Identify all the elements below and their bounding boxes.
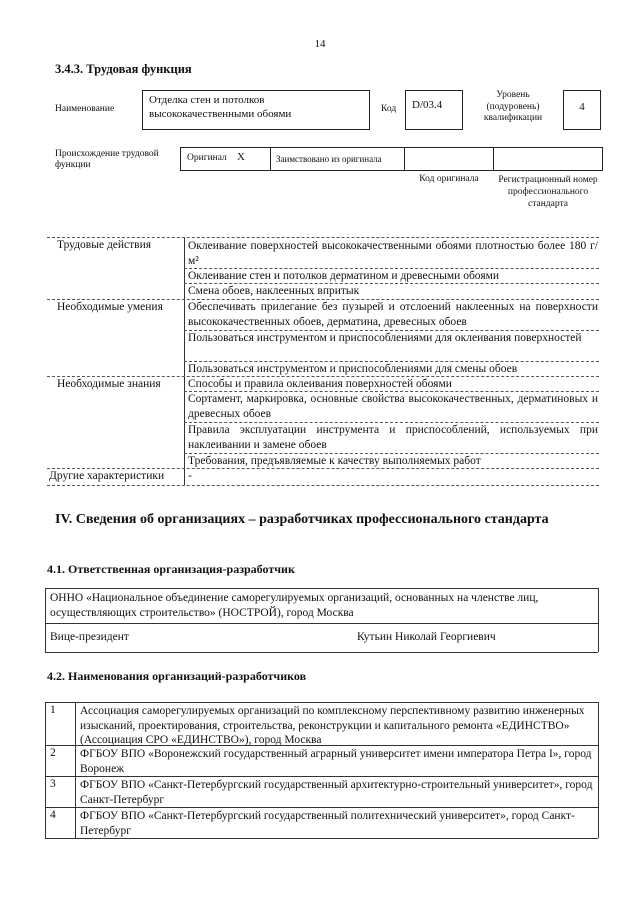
knowledge-item: Сортамент, маркировка, основные свойства высококачественных, дерматиновых и древесных обоев <box>188 393 598 420</box>
knowledge-label: Необходимые знания <box>57 378 161 390</box>
name-value-box <box>142 90 370 130</box>
responsible-org-name: ОННО «Национальное объединение саморегулируемых организаций, основанных на членстве лиц, осуществляющих строительство» (НОСТРОЙ), город Москва <box>50 592 539 619</box>
other-label: Другие характеристики <box>49 470 165 482</box>
borrowed-box <box>270 147 405 171</box>
code-value: D/03.4 <box>412 99 443 111</box>
knowledge-item: Способы и правила оклеивания поверхностей обоями <box>188 378 452 390</box>
table-line <box>75 702 76 838</box>
table-line <box>45 588 598 589</box>
table-line <box>45 652 598 653</box>
table-line <box>45 623 598 624</box>
responsible-person: Кутьин Николай Георгиевич <box>357 631 496 643</box>
code-label: Код <box>381 104 397 114</box>
table-line <box>45 588 46 652</box>
skill-item: Обеспечивать прилегание без пузырей и отслоений наклеенных на поверхности высококачественных обоев, дерматина, древесных обоев <box>188 301 598 328</box>
skills-label: Необходимые умения <box>57 301 163 313</box>
developer-name: ФГБОУ ВПО «Воронежский государственный аграрный университет имени императора Петра I», город Воронеж <box>80 748 592 775</box>
name-value: Отделка стен и потолков высококачественными обоями <box>149 94 292 120</box>
row-line <box>47 485 599 486</box>
original-box <box>180 147 271 171</box>
origin-label: Происхождение трудовой функции <box>55 149 159 170</box>
level-value: 4 <box>579 101 585 113</box>
developer-number: 2 <box>50 747 56 759</box>
name-label: Наименование <box>55 104 115 114</box>
table-line <box>598 702 599 838</box>
reg-number-box <box>493 147 603 171</box>
other-value: - <box>188 470 192 482</box>
actions-label: Трудовые действия <box>57 239 152 251</box>
action-item: Оклеивание стен и потолков дерматином и древесными обоями <box>188 270 500 282</box>
knowledge-item: Требования, предъявляемые к качеству выполняемых работ <box>188 455 481 467</box>
level-value-box <box>563 90 601 130</box>
section-41-heading: 4.1. Ответственная организация-разработчик <box>47 562 295 576</box>
skill-item: Пользоваться инструментом и приспособлениями для оклеивания поверхностей <box>188 332 582 344</box>
section-iv-heading: IV. Сведения об организациях – разработчиках профессионального стандарта <box>55 512 549 527</box>
developer-number: 4 <box>50 809 56 821</box>
original-mark: X <box>237 151 245 163</box>
developer-name: ФГБОУ ВПО «Санкт-Петербургский государственный политехнический университет», город Санкт-Петербург <box>80 810 575 837</box>
section-42-heading: 4.2. Наименования организаций-разработчиков <box>47 669 307 683</box>
borrowed-label: Заимствовано из оригинала <box>276 154 382 164</box>
developer-number: 3 <box>50 778 56 790</box>
action-item: Оклеивание поверхностей высококачественными обоями плотностью более 180 г/м² <box>188 240 598 267</box>
table-line <box>598 588 599 652</box>
code-caption: Код оригинала <box>419 174 479 184</box>
level-label: Уровень (подуровень) квалификации <box>483 90 543 123</box>
row-line <box>47 237 599 238</box>
developer-name: Ассоциация саморегулируемых организаций по комплексному перспективному развитию инженерных изысканий, проектирования, строительства, реконструкции и капитального ремонта «ЕДИНСТВО» (Ассоциация СРО «ЕДИНСТВО»), город Москва <box>80 705 585 747</box>
reg-caption: Регистрационный номер профессионального стандарта <box>498 175 598 209</box>
responsible-position: Вице-президент <box>50 631 129 643</box>
table-line <box>45 702 598 703</box>
developer-number: 1 <box>50 704 56 716</box>
skill-item: Пользоваться инструментом и приспособлениями для смены обоев <box>188 363 518 375</box>
section-heading-343: 3.4.3. Трудовая функция <box>55 62 192 76</box>
developer-name: ФГБОУ ВПО «Санкт-Петербургский государственный архитектурно-строительный университет», город Санкт-Петербург <box>80 779 593 806</box>
code-value-box <box>405 90 463 130</box>
knowledge-item: Правила эксплуатации инструмента и приспособлений, используемых при наклеивании и замене обоев <box>188 424 598 451</box>
table-line <box>45 702 46 838</box>
original-label: Оригинал <box>187 153 227 163</box>
original-code-box <box>404 147 494 171</box>
action-item: Смена обоев, наклеенных впритык <box>188 285 360 297</box>
page-number: 14 <box>314 38 326 50</box>
